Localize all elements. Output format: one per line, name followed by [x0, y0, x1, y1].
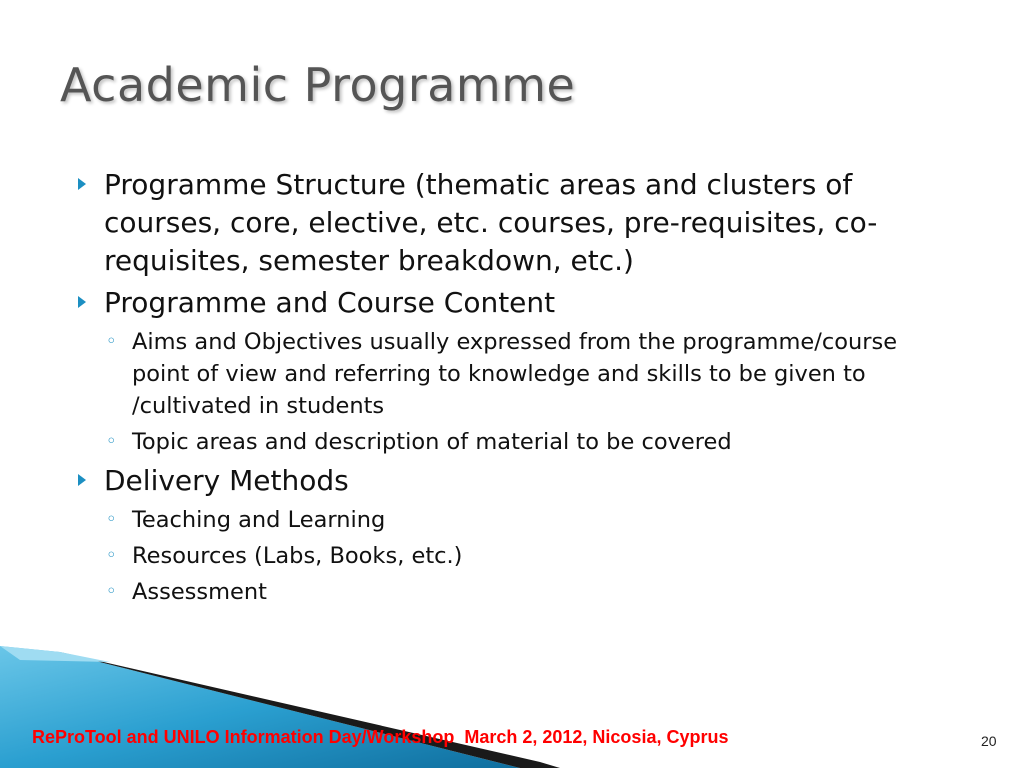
slide-content: [76, 166, 956, 612]
bullet-item: [76, 462, 956, 500]
sub-bullet-item: [76, 426, 956, 458]
circle-bullet-icon: ◦: [106, 431, 117, 452]
sub-bullet-text: Teaching and Learning: [132, 507, 386, 533]
bullet-item: [76, 166, 956, 280]
circle-bullet-icon: ◦: [106, 331, 117, 352]
sub-bullet-text: Aims and Objectives usually expressed from the programme/course point of view and referring to knowledge and skills to be given to /cultivated in students: [132, 329, 898, 419]
triangle-bullet-icon: [78, 474, 86, 486]
circle-bullet-icon: ◦: [106, 545, 117, 566]
sub-bullet-text: Topic areas and description of material to be covered: [132, 429, 732, 455]
triangle-bullet-icon: [78, 178, 86, 190]
bullet-item: [76, 284, 956, 322]
sub-bullet-item: [76, 576, 956, 608]
sub-bullet-item: [76, 540, 956, 572]
bullet-text: Programme and Course Content: [104, 286, 556, 319]
slide-title: Academic Programme: [60, 58, 576, 112]
bullet-text: Delivery Methods: [104, 464, 349, 497]
sub-bullet-item: [76, 504, 956, 536]
circle-bullet-icon: ◦: [106, 581, 117, 602]
circle-bullet-icon: ◦: [106, 509, 117, 530]
sub-bullet-text: Assessment: [132, 579, 267, 605]
sub-bullet-item: [76, 326, 956, 422]
footer-text: ReProTool and UNILO Information Day/Workshop March 2, 2012, Nicosia, Cyprus: [32, 727, 729, 747]
page-number: 20: [981, 733, 997, 749]
triangle-bullet-icon: [78, 296, 86, 308]
bullet-text: Programme Structure (thematic areas and clusters of courses, core, elective, etc. courses, pre-requisites, co-requisites, semester breakdown, etc.): [104, 168, 878, 277]
sub-bullet-text: Resources (Labs, Books, etc.): [132, 543, 463, 569]
